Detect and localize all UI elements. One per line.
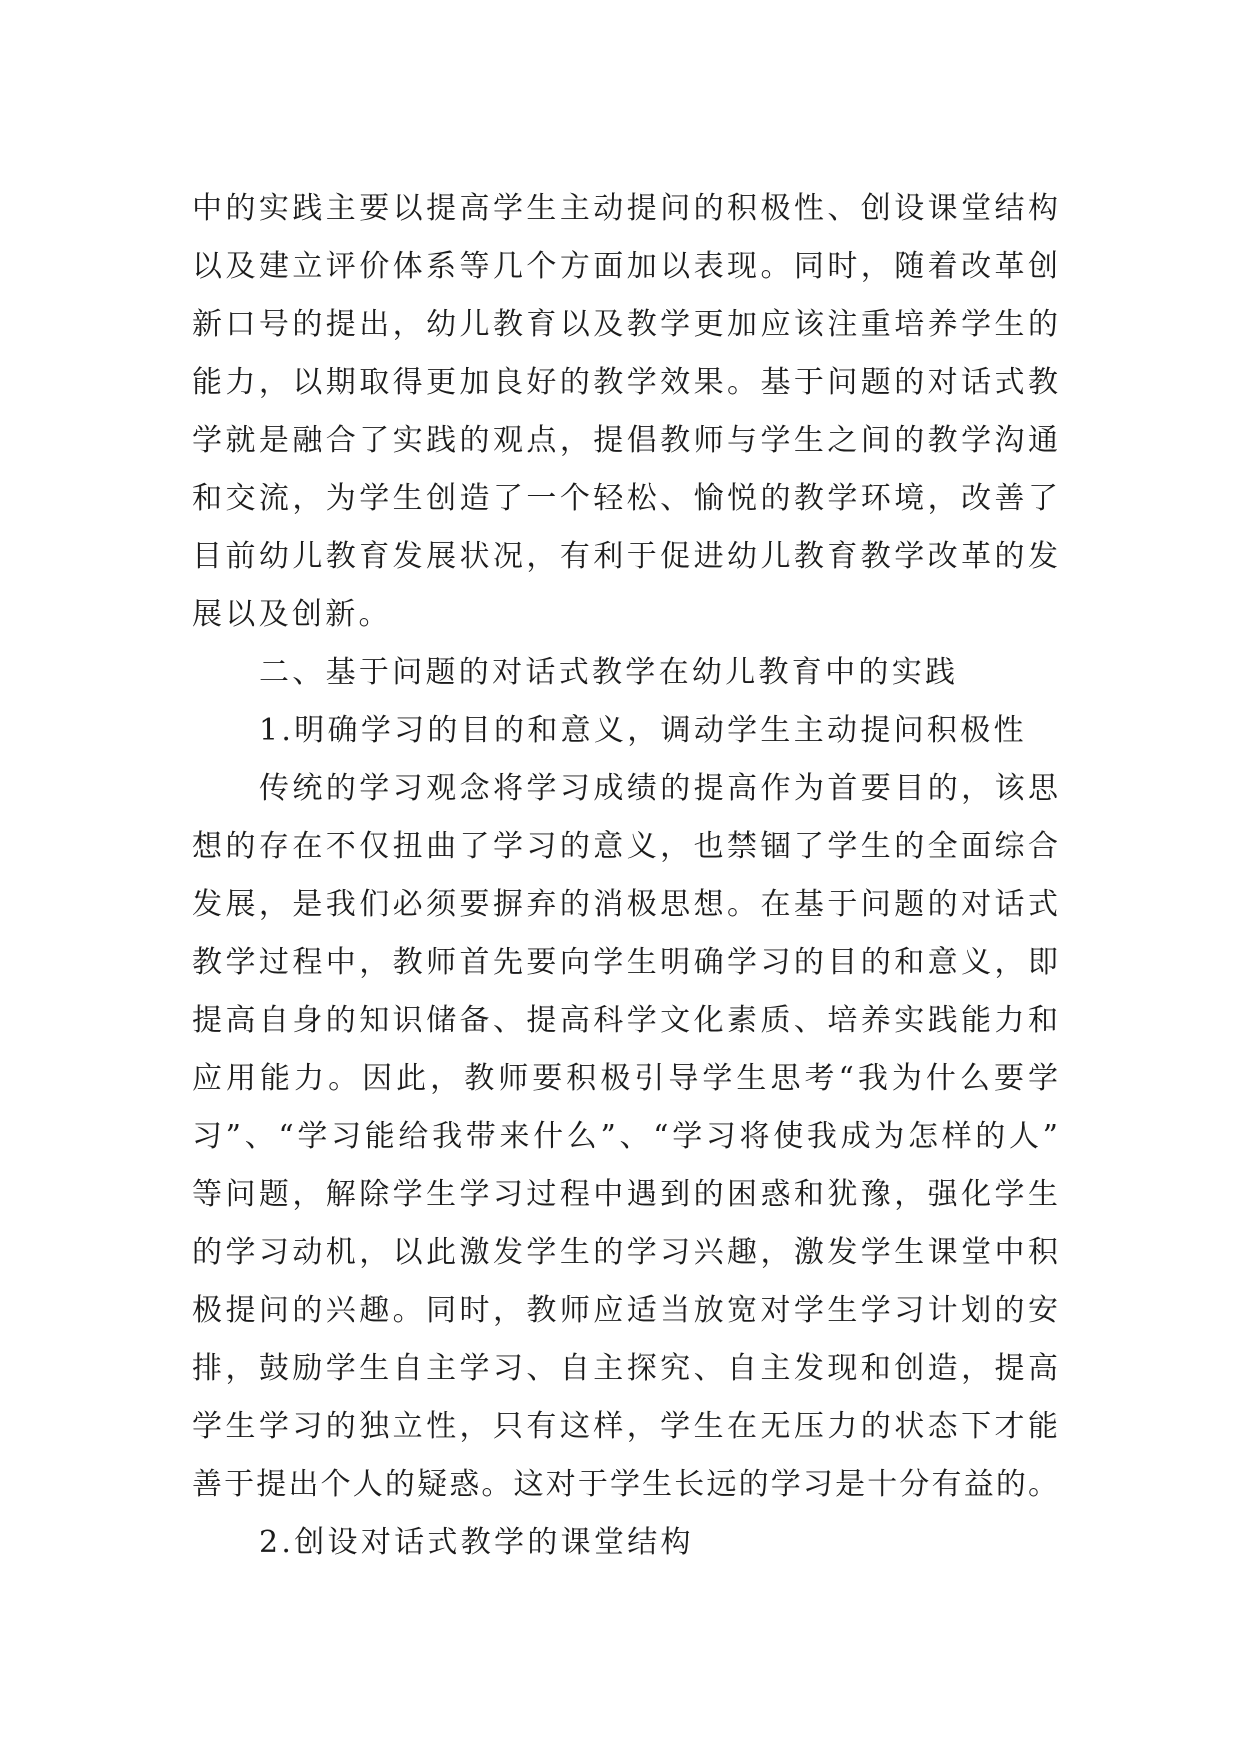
paragraph-line: 习”、“学习能给我带来什么”、“学习将使我成为怎样的人”: [192, 1119, 1058, 1154]
paragraph-line: 提高自身的知识储备、提高科学文化素质、培养实践能力和: [192, 1003, 1058, 1038]
paragraph-line: 展以及创新。: [192, 597, 392, 632]
paragraph-line: 排，鼓励学生自主学习、自主探究、自主发现和创造，提高: [192, 1351, 1058, 1386]
paragraph-line: 新口号的提出，幼儿教育以及教学更加应该注重培养学生的: [192, 307, 1058, 342]
paragraph-line: 发展，是我们必须要摒弃的消极思想。在基于问题的对话式: [192, 887, 1058, 922]
paragraph-line: 教学过程中，教师首先要向学生明确学习的目的和意义，即: [192, 945, 1058, 980]
paragraph-line: 中的实践主要以提高学生主动提问的积极性、创设课堂结构: [192, 191, 1058, 226]
paragraph-line: 学就是融合了实践的观点，提倡教师与学生之间的教学沟通: [192, 423, 1058, 458]
paragraph-line: 善于提出个人的疑惑。这对于学生长远的学习是十分有益的。: [192, 1467, 1058, 1502]
paragraph-line: 极提问的兴趣。同时，教师应适当放宽对学生学习计划的安: [192, 1293, 1058, 1328]
subheading-1: 1.明确学习的目的和意义，调动学生主动提问积极性: [259, 713, 1027, 748]
document-body: [192, 180, 1058, 1572]
paragraph-line: 以及建立评价体系等几个方面加以表现。同时，随着改革创: [192, 249, 1058, 284]
paragraph-line: 等问题，解除学生学习过程中遇到的困惑和犹豫，强化学生: [192, 1177, 1058, 1212]
paragraph-line: 传统的学习观念将学习成绩的提高作为首要目的，该思: [259, 771, 1058, 806]
paragraph-line: 的学习动机，以此激发学生的学习兴趣，激发学生课堂中积: [192, 1235, 1058, 1270]
paragraph-2: [192, 760, 1058, 1514]
paragraph-line: 目前幼儿教育发展状况，有利于促进幼儿教育教学改革的发: [192, 539, 1058, 574]
paragraph-line: 应用能力。因此，教师要积极引导学生思考“我为什么要学: [192, 1061, 1058, 1096]
subheading-2: 2.创设对话式教学的课堂结构: [259, 1525, 694, 1560]
paragraph-line: 和交流，为学生创造了一个轻松、愉悦的教学环境，改善了: [192, 481, 1058, 516]
section-heading: 二、基于问题的对话式教学在幼儿教育中的实践: [259, 655, 959, 690]
paragraph-line: 学生学习的独立性，只有这样，学生在无压力的状态下才能: [192, 1409, 1058, 1444]
paragraph-line: 想的存在不仅扭曲了学习的意义，也禁锢了学生的全面综合: [192, 829, 1058, 864]
paragraph-line: 能力，以期取得更加良好的教学效果。基于问题的对话式教: [192, 365, 1058, 400]
paragraph-1: [192, 180, 1058, 644]
